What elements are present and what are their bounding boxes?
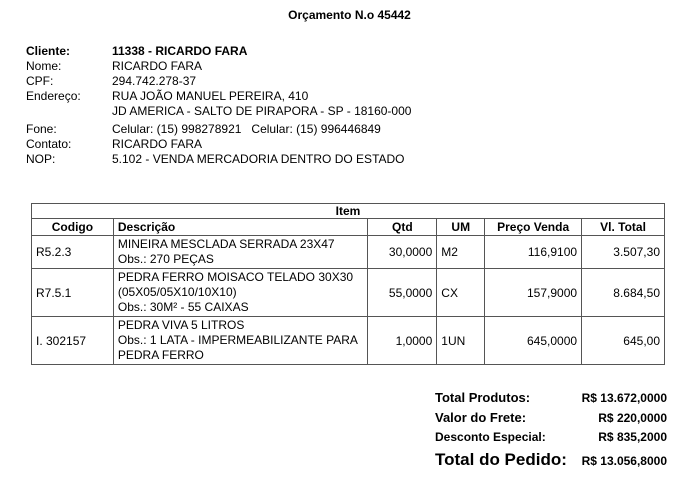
client-row-nome: [26, 59, 411, 74]
client-value: Celular: (15) 998278921 Celular: (15) 996446849: [112, 122, 381, 136]
cell-um: CX: [437, 269, 485, 317]
column-header: Descrição: [113, 219, 368, 236]
column-header: Codigo: [32, 219, 114, 236]
client-label: Endereço:: [26, 89, 81, 103]
client-label: NOP:: [26, 152, 56, 166]
total-produtos-label: Total Produtos:: [435, 390, 531, 405]
column-header: Preço Venda: [485, 219, 582, 236]
desconto-label: Desconto Especial:: [435, 430, 546, 444]
client-info: [26, 44, 411, 167]
desconto-value: R$ 835,2000: [598, 430, 667, 444]
client-row-cliente: [26, 44, 411, 59]
cell-total: 8.684,50: [582, 269, 665, 317]
client-value: JD AMERICA - SALTO DE PIRAPORA - SP - 18160-000: [112, 104, 412, 118]
cell-description: [113, 317, 368, 365]
client-row-endereco-2: [26, 104, 411, 119]
client-label: Cliente:: [26, 44, 71, 58]
total-pedido-value: R$ 13.056,8000: [581, 454, 667, 468]
cell-um: M2: [437, 236, 485, 269]
cell-total: 3.507,30: [582, 236, 665, 269]
total-produtos-row: [435, 390, 667, 410]
cell-qtd: 55,0000: [368, 269, 437, 317]
description-line: (05X05/05X10/10X10): [117, 285, 237, 299]
description-line: Obs.: 1 LATA - IMPERMEABILIZANTE PARA: [117, 333, 358, 347]
client-value: RICARDO FARA: [112, 59, 203, 73]
cell-code: R5.2.3: [32, 236, 114, 269]
cell-total: 645,00: [582, 317, 665, 365]
description-line: PEDRA FERRO: [117, 348, 204, 362]
cell-price: 116,9100: [485, 236, 582, 269]
table-row: [32, 269, 665, 317]
valor-frete-value: R$ 220,0000: [598, 411, 667, 425]
table-row: [32, 236, 665, 269]
description-line: PEDRA VIVA 5 LITROS: [117, 318, 245, 332]
desconto-row: [435, 430, 667, 450]
column-header: UM: [437, 219, 485, 236]
totals-summary: [435, 390, 667, 476]
client-row-fone: [26, 122, 411, 137]
description-line: Obs.: 30M² - 55 CAIXAS: [117, 300, 249, 314]
client-value: RUA JOÃO MANUEL PEREIRA, 410: [112, 89, 309, 103]
page-title: Orçamento N.o 45442: [288, 8, 411, 22]
cell-qtd: 30,0000: [368, 236, 437, 269]
client-value: 294.742.278-37: [112, 74, 197, 88]
client-label: Nome:: [26, 59, 62, 73]
description-line: PEDRA FERRO MOISACO TELADO 30X30: [117, 270, 354, 284]
cell-price: 157,9000: [485, 269, 582, 317]
cell-code: R7.5.1: [32, 269, 114, 317]
client-row-endereco: [26, 89, 411, 104]
description-line: Obs.: 270 PEÇAS: [117, 252, 214, 266]
cell-um: 1UN: [437, 317, 485, 365]
total-produtos-value: R$ 13.672,0000: [581, 391, 667, 405]
items-table: [31, 203, 665, 365]
cell-description: [113, 269, 368, 317]
table-row: [32, 317, 665, 365]
client-label: Fone:: [26, 122, 57, 136]
client-row-contato: [26, 137, 411, 152]
client-value: RICARDO FARA: [112, 137, 203, 151]
client-label: [26, 104, 112, 119]
total-pedido-row: [435, 450, 667, 476]
total-pedido-label: Total do Pedido:: [435, 450, 567, 469]
client-row-cpf: [26, 74, 411, 89]
table-header-row: [32, 219, 665, 236]
cell-price: 645,0000: [485, 317, 582, 365]
description-line: MINEIRA MESCLADA SERRADA 23X47: [117, 237, 335, 251]
cell-qtd: 1,0000: [368, 317, 437, 365]
cell-description: [113, 236, 368, 269]
cell-code: I. 302157: [32, 317, 114, 365]
client-value: 5.102 - VENDA MERCADORIA DENTRO DO ESTADO: [112, 152, 405, 166]
column-header: Vl. Total: [582, 219, 665, 236]
valor-frete-row: [435, 410, 667, 430]
client-label: Contato:: [26, 137, 72, 151]
client-row-nop: [26, 152, 411, 167]
valor-frete-label: Valor do Frete:: [435, 410, 527, 425]
column-header: Qtd: [368, 219, 437, 236]
table-group-header: Item: [32, 204, 665, 219]
client-label: CPF:: [26, 74, 54, 88]
client-value: 11338 - RICARDO FARA: [112, 44, 248, 58]
